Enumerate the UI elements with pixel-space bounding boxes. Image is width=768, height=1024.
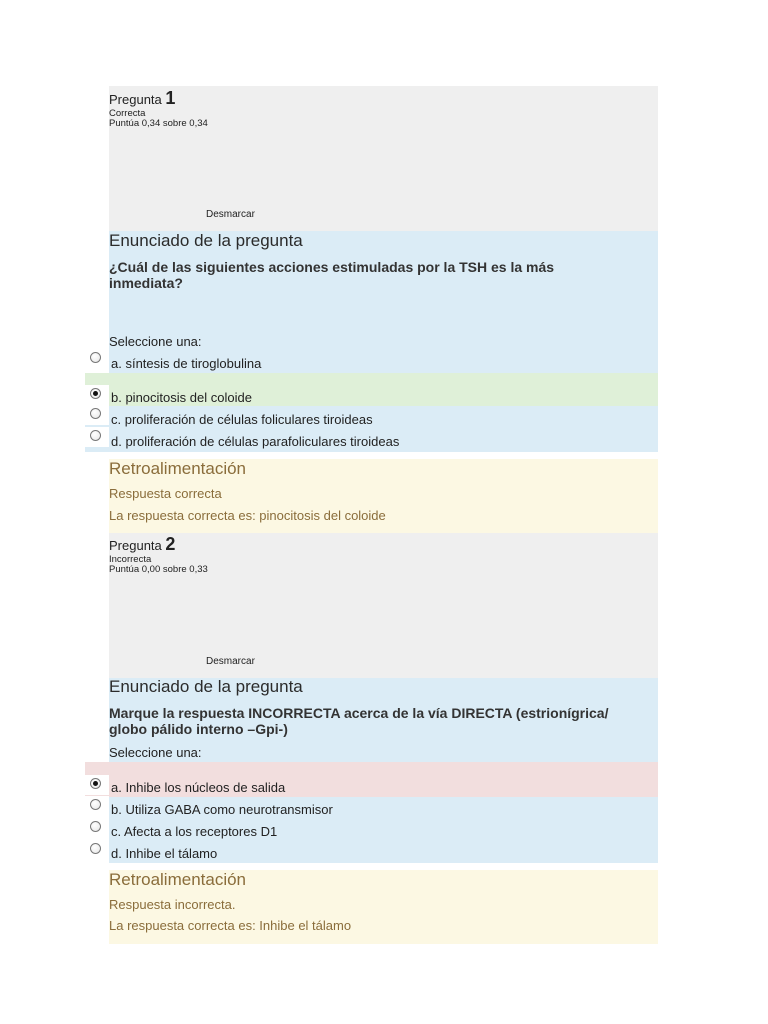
option-label-a: a. síntesis de tiroglobulina — [111, 356, 262, 371]
question-state: Incorrecta — [109, 554, 152, 565]
radio-button-a[interactable] — [90, 778, 101, 789]
radio-cell — [85, 349, 109, 369]
question-grade: Puntúa 0,00 sobre 0,33 — [109, 564, 208, 575]
feedback-result: Respuesta incorrecta. — [109, 897, 236, 912]
radio-button-c[interactable] — [90, 408, 101, 419]
question-heading: Enunciado de la pregunta — [109, 231, 303, 250]
question-text-line-1: Marque la respuesta INCORRECTA acerca de la vía DIRECTA (estrionígrica/ — [109, 705, 609, 721]
option-label-b: b. Utiliza GABA como neurotransmisor — [111, 802, 333, 817]
question-grade: Puntúa 0,34 sobre 0,34 — [109, 118, 208, 129]
question-heading: Enunciado de la pregunta — [109, 677, 303, 696]
question-number — [109, 88, 175, 109]
question-number-value: 1 — [165, 88, 176, 108]
unflag-link[interactable]: Desmarcar — [206, 209, 255, 220]
option-label-a: a. Inhibe los núcleos de salida — [111, 780, 286, 795]
question-text-line-1: ¿Cuál de las siguientes acciones estimuladas por la TSH es la más — [109, 259, 555, 275]
question-text-line-2: globo pálido interno –Gpi-) — [109, 721, 288, 737]
radio-cell — [85, 385, 109, 405]
radio-button-b[interactable] — [90, 388, 101, 399]
radio-cell — [85, 818, 109, 838]
question-info-panel — [109, 86, 658, 231]
question-label: Pregunta — [109, 538, 162, 553]
radio-cell — [85, 775, 109, 795]
option-label-c: c. proliferación de células foliculares tiroideas — [111, 412, 373, 427]
feedback-heading: Retroalimentación — [109, 459, 247, 478]
radio-button-c[interactable] — [90, 821, 101, 832]
question-number — [109, 534, 175, 555]
answer-prompt: Seleccione una: — [109, 745, 202, 760]
feedback-result: Respuesta correcta — [109, 486, 222, 501]
question-text-line-2: inmediata? — [109, 275, 183, 291]
answer-prompt: Seleccione una: — [109, 334, 202, 349]
feedback-right-answer: La respuesta correcta es: pinocitosis del coloide — [109, 508, 386, 523]
option-label-d: d. Inhibe el tálamo — [111, 846, 218, 861]
option-label-b: b. pinocitosis del coloide — [111, 390, 252, 405]
option-label-d: d. proliferación de células parafoliculares tiroideas — [111, 434, 400, 449]
radio-cell — [85, 405, 109, 425]
feedback-heading: Retroalimentación — [109, 870, 247, 889]
feedback-right-answer: La respuesta correcta es: Inhibe el tálamo — [109, 918, 352, 933]
question-label: Pregunta — [109, 92, 162, 107]
radio-cell — [85, 427, 109, 447]
unflag-link[interactable]: Desmarcar — [206, 656, 255, 667]
radio-button-b[interactable] — [90, 799, 101, 810]
question-info-panel — [109, 533, 658, 678]
question-state: Correcta — [109, 108, 146, 119]
radio-button-d[interactable] — [90, 430, 101, 441]
radio-cell — [85, 796, 109, 816]
option-label-c: c. Afecta a los receptores D1 — [111, 824, 278, 839]
question-number-value: 2 — [165, 534, 176, 554]
radio-button-d[interactable] — [90, 843, 101, 854]
radio-cell — [85, 840, 109, 860]
radio-button-a[interactable] — [90, 352, 101, 363]
